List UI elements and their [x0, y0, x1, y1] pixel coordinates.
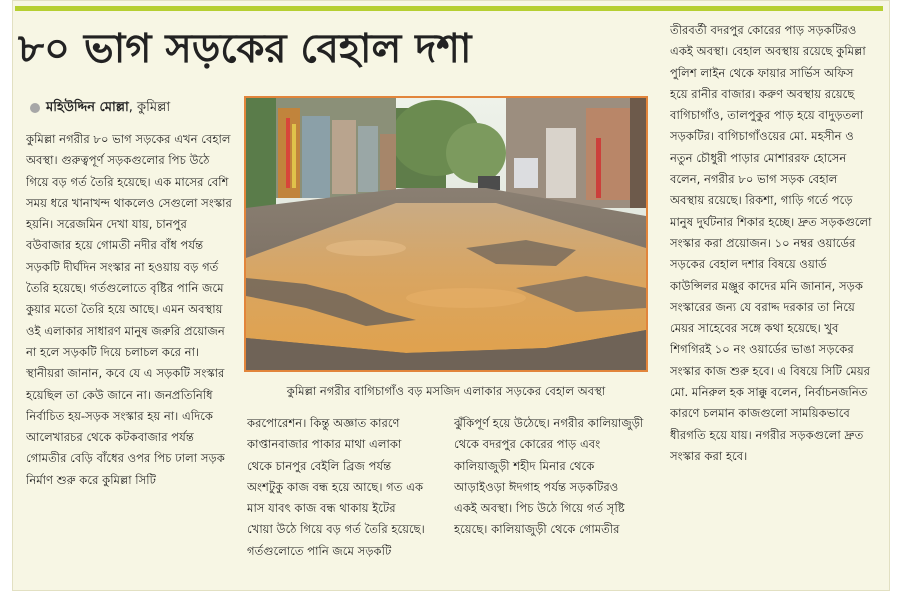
- column-1-text: কুমিল্লা নগরীর ৮০ ভাগ সড়কের এখন বেহাল অবস্থা। গুরুত্বপূর্ণ সড়কগুলোর পিচ উঠে গিয়ে বড় গর্ত তৈরি হয়েছে। এক মাসের বেশি সময় ধরে খানাখন্দ থাকলেও সেগুলো সংস্কার হয়নি। সরেজমিন দেখা যায়, চানপুর বউবাজার হয়ে গোমতী নদীর বাঁধ পর্যন্ত সড়কটি দীর্ঘদিন সংস্কার না হওয়ায় বড় গর্ত তৈরি হয়েছে। গর্তগুলোতে বৃষ্টির পানি জমে কুয়ার মতো তৈরি হয়ে আছে। এমন অবস্থায় ওই এলাকার সাধারণ মানুষ জরুরি প্রয়োজন না হলে সড়কটি দিয়ে চলাচল করে না। স্থানীয়রা জানান, কবে যে এ সড়কটি সংস্কার হয়েছিল তা কেউ জানে না। জনপ্রতিনিধি নির্বাচিত হয়-সড়ক সংস্কার হয় না। এদিকে আলেখারচর থেকে কটকবাজার পর্যন্ত গোমতীর বেড়ি বাঁধের ওপর পিচ ঢালা সড়ক নির্মাণ শুরু করে কুমিল্লা সিটি: [26, 132, 232, 487]
- photo-caption: কুমিল্লা নগরীর বাগিচাগাঁও বড় মসজিদ এলাকার সড়কের বেহাল অবস্থা: [286, 384, 606, 398]
- column-4-text: তীরবর্তী বদরপুর কোরের পাড় সড়কটিরও একই অবস্থা। বেহাল অবস্থায় রয়েছে কুমিল্লা পুলিশ লাইন থেকে ফায়ার সার্ভিস অফিস হয়ে রানীর বাজার। করুণ অবস্থায় রয়েছে বাগিচাগাঁও, তালপুকুর পাড় হয়ে বাদুড়তলা সড়কটির। বাগিচাগাঁওয়ের মো. মহসীন ও নতুন চৌধুরী পাড়ার মোশাররফ হোসেন বলেন, নগরীর ৮০ ভাগ সড়ক বেহাল অবস্থায় রয়েছে। রিকশা, গাড়ি গর্তে পড়ে মানুষ দুর্ঘটনার শিকার হচ্ছে। দ্রুত সড়কগুলো সংস্কার করা প্রয়োজন। ১০ নম্বর ওয়ার্ডের সড়কের বেহাল দশার বিষয়ে ওয়ার্ড কাউন্সিলর মঞ্জুর কাদের মনি জানান, সড়ক সংস্কারের জন্য যে বরাদ্দ দরকার তা নিয়ে মেয়র সাহেবের সঙ্গে কথা হয়েছে। খুব শিগগিরই ১০ নং ওয়ার্ডের ভাঙা সড়কের সংস্কার কাজ শুরু হবে। এ বিষয়ে সিটি মেয়র মো. মনিরুল হক সাক্কু বলেন, নির্বাচনজনিত কারণে চলমান কাজগুলো সাময়িকভাবে ধীরগতি হয়ে যায়। নগরীর সড়কগুলো দ্রুত সংস্কার করা হবে।: [670, 23, 872, 463]
- headline: ৮০ ভাগ সড়কের বেহাল দশা: [18, 26, 472, 72]
- byline: [30, 98, 170, 118]
- flooded-road-photo: [246, 98, 646, 370]
- article-column-1: [26, 129, 234, 581]
- article-column-3: [454, 413, 644, 581]
- column-3-text: ঝুঁকিপূর্ণ হয়ে উঠেছে। নগরীর কালিয়াজুড়ী থেকে বদরপুর কোরের পাড় এবং কালিয়াজুড়ী শহীদ মিনার থেকে আড়াইওড়া ঈদগাহ পর্যন্ত সড়কটিরও একই অবস্থা। পিচ উঠে গিয়ে গর্ত সৃষ্টি হয়েছে। কালিয়াজুড়ী থেকে গোমতীর: [454, 416, 644, 537]
- byline-author: মহিউদ্দিন মোল্লা: [46, 100, 129, 115]
- column-2-text: করপোরেশন। কিন্তু অজ্ঞাত কারণে কাপ্তানবাজার পাকার মাথা এলাকা থেকে চানপুর বেইলি ব্রিজ পর্যন্ত অংশটুকু কাজ বন্ধ হয়ে আছে। গত এক মাস যাবৎ কাজ বন্ধ থাকায় ইটের খোয়া উঠে গিয়ে বড় গর্ত তৈরি হয়েছে। গর্তগুলোতে পানি জমে সড়কটি: [247, 416, 425, 558]
- accent-bar: [15, 6, 883, 11]
- bullet-icon: [30, 103, 40, 113]
- article-column-4: [670, 20, 874, 584]
- byline-location: , কুমিল্লা: [128, 100, 171, 115]
- article-column-2: [247, 413, 425, 581]
- news-photo: [244, 96, 648, 372]
